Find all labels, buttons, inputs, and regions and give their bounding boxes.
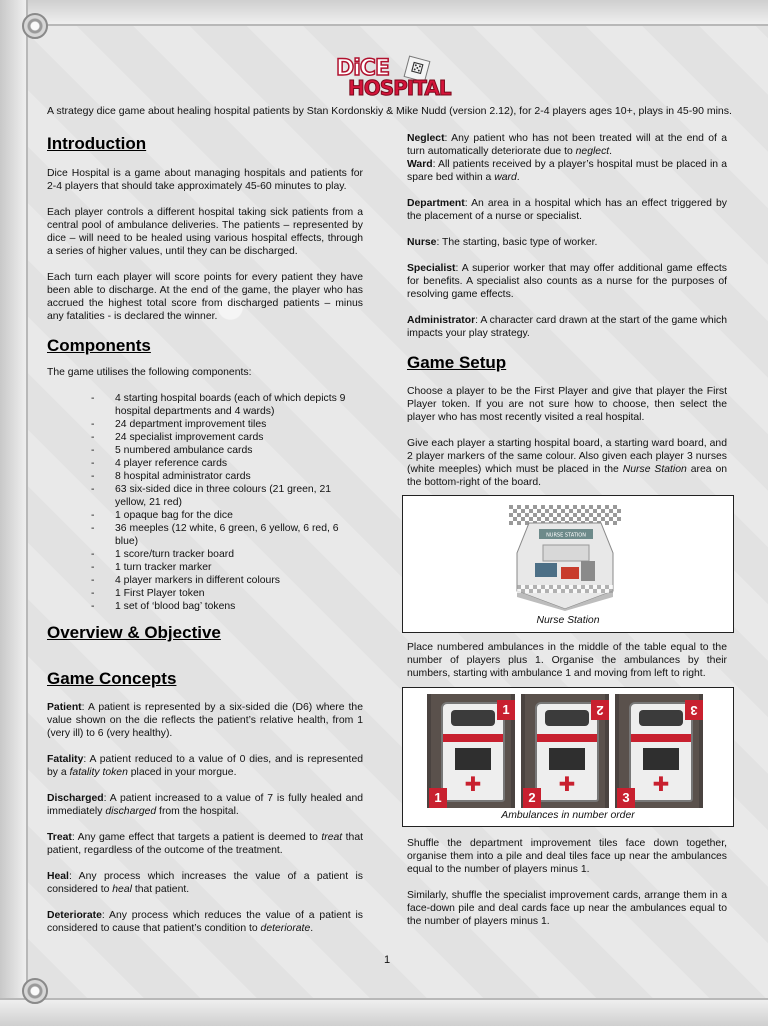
dice-hospital-logo: [336, 56, 462, 102]
list-item: - 24 department improvement tiles: [47, 418, 363, 431]
list-item: - 1 opaque bag for the dice: [47, 509, 363, 522]
list-item: - 8 hospital administrator cards: [47, 470, 363, 483]
concept-nurse: Nurse: The starting, basic type of worker.: [407, 237, 598, 248]
frame-top: [0, 0, 768, 26]
nurse-station-figure: [402, 495, 734, 633]
list-item: - 24 specialist improvement cards: [47, 431, 363, 444]
setup-paragraph: Shuffle the department improvement tiles face down together, organise them into a pile and deal tiles face up near the ambulances equal to the number of players minus 1.: [407, 838, 727, 875]
list-item: - 1 score/turn tracker board: [47, 548, 363, 561]
ambulance-number: 3: [685, 700, 703, 720]
list-item: - 1 turn tracker marker: [47, 561, 363, 574]
ambulance-card: [521, 694, 609, 808]
intro-paragraph: Dice Hospital is a game about managing hospitals and patients for 2-4 players that should take approximately 45-60 minutes to play.: [47, 168, 363, 192]
figure-caption: Nurse Station: [536, 615, 600, 626]
concept-neglect: Neglect: Any patient who has not been treated will at the end of a turn automatically deteriorate due to neglect.: [407, 133, 727, 157]
list-item: - 4 starting hospital boards (each of which depicts 9 hospital departments and 4 wards): [47, 392, 363, 418]
cross-icon: ✚: [558, 772, 576, 796]
logo-word-dice: DiCE: [336, 56, 389, 81]
list-item: - 4 player reference cards: [47, 457, 363, 470]
list-item: - 63 six-sided dice in three colours (21 green, 21 yellow, 21 red): [47, 483, 363, 509]
tagline: A strategy dice game about healing hospital patients by Stan Kordonskiy & Mike Nudd (version 2.12), for 2-4 players ages 10+, plays in 45-90 mins.: [47, 105, 732, 117]
logo-word-hospital: HOSPITAL: [348, 76, 451, 100]
page-number: 1: [383, 954, 391, 966]
heading-game-setup: Game Setup: [407, 353, 507, 372]
ambulance-card: [427, 694, 515, 808]
setup-ambulance-paragraph: [407, 641, 727, 693]
components-list: [47, 392, 363, 613]
concept-fatality: Fatality: A patient reduced to a value of 0 dies, and is represented by a fatality token placed in your morgue.: [47, 754, 363, 778]
heading-components: Components: [47, 336, 151, 355]
ambulance-number: 1: [429, 788, 447, 808]
concept-treat: Treat: Any game effect that targets a patient is deemed to treat that patient, regardless of the outcome of the treatment.: [47, 832, 364, 856]
setup-paragraph: Similarly, shuffle the specialist improvement cards, arrange them in a face-down pile and deal cards face up near the ambulances equal to the number of players minus 1.: [407, 890, 727, 927]
concept-deteriorate: Deteriorate: Any process which reduces the value of a patient is considered to cause that patient’s condition to deteriorate.: [47, 910, 363, 934]
ambulance-number: 3: [617, 788, 635, 808]
list-item: - 36 meeples (12 white, 6 green, 6 yellow, 6 red, 6 blue): [47, 522, 363, 548]
heading-overview: Overview & Objective: [47, 623, 221, 642]
die-icon: ⚄: [404, 56, 431, 83]
frame-left: [0, 0, 28, 1024]
ambulance-number: 1: [497, 700, 515, 720]
ambulance-number: 2: [591, 700, 609, 720]
right-column: [407, 132, 727, 502]
concept-heal: Heal: Any process which increases the value of a patient is considered to heal that patient.: [47, 871, 363, 895]
concept-patient: Patient: A patient is represented by a six-sided die (D6) where the value shown on the die reflects the patient’s relative health, from 1 (very ill) to 6 (very healthy).: [47, 702, 363, 739]
list-item: - 1 set of ‘blood bag’ tokens: [47, 600, 363, 613]
concept-discharged: Discharged: A patient increased to a value of 7 is fully healed and immediately discharged from the hospital.: [47, 793, 363, 817]
nurse-station-image: [509, 505, 621, 611]
ambulance-number: 2: [523, 788, 541, 808]
frame-bottom: [0, 998, 768, 1026]
ambulance-card: [615, 694, 703, 808]
setup-paragraph: Choose a player to be the First Player and give that player the First Player token. If you are not sure how to choose, then select the player who has most recently visited a real hospital.: [407, 386, 727, 423]
setup-final-paragraphs: [407, 837, 727, 941]
concept-specialist: Specialist: A superior worker that may offer additional game effects for benefits. A specialist also counts as a nurse for the purposes of resolving game effects.: [407, 263, 727, 300]
cross-icon: ✚: [464, 772, 482, 796]
setup-paragraph: Place numbered ambulances in the middle of the table equal to the number of players plus 1. Organise the ambulances by their numbers, starting with ambulance 1 and moving from left to right.: [407, 642, 727, 679]
concept-ward: Ward: All patients received by a player’s hospital must be placed in a spare bed within a ward.: [407, 159, 727, 183]
concept-administrator: Administrator: A character card drawn at the start of the game which impacts your play strategy.: [407, 315, 727, 339]
document-page: [30, 26, 766, 996]
left-column: [47, 134, 363, 948]
components-intro: The game utilises the following components:: [47, 367, 252, 378]
intro-paragraph: Each turn each player will score points for every patient they have been able to discharge. At the end of the game, the player who has accrued the highest total score from discharged patients – minus any fatalities - is declared the winner.: [47, 272, 363, 322]
setup-paragraph: Give each player a starting hospital board, a starting ward board, and 2 player markers of the same colour. Also given each player 3 nurses (white meeples) which must be placed in the Nurse Station area on the bottom-right of the board.: [407, 438, 727, 488]
concept-department: Department: An area in a hospital which has an effect triggered by the placement of a nurse or specialist.: [407, 198, 727, 222]
intro-paragraph: Each player controls a different hospital taking sick patients from a central pool of ambulance deliveries. The patients – represented by dice – will need to be healed using various hospital effects, through a series of higher values, until they can be discharged.: [47, 207, 363, 257]
list-item: - 4 player markers in different colours: [47, 574, 363, 587]
figure-caption: Ambulances in number order: [501, 810, 635, 821]
svg-text:NURSE STATION: NURSE STATION: [546, 532, 586, 539]
ambulances-figure: [402, 687, 734, 827]
list-item: - 1 First Player token: [47, 587, 363, 600]
cross-icon: ✚: [652, 772, 670, 796]
heading-game-concepts: Game Concepts: [47, 669, 177, 688]
list-item: - 5 numbered ambulance cards: [47, 444, 363, 457]
heading-introduction: Introduction: [47, 134, 147, 153]
